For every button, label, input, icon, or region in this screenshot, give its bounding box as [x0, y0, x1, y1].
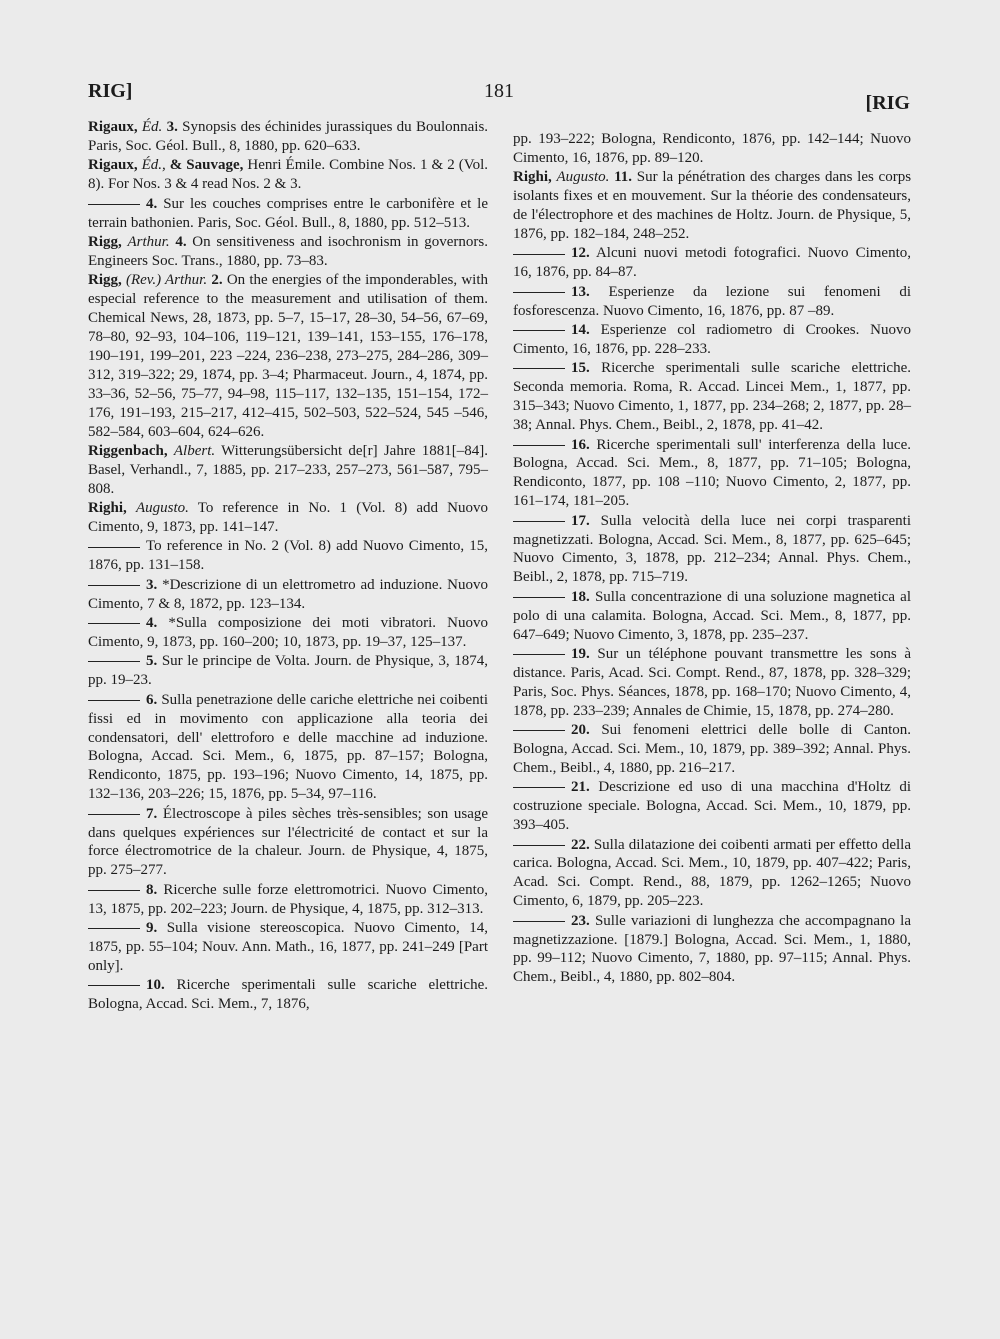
ditto-dash — [88, 890, 140, 891]
bibliography-entry — [513, 836, 911, 912]
bibliography-entry — [513, 359, 911, 435]
entry-num: 11. — [614, 169, 633, 186]
entry-text: Sulla visione stereoscopica. Nuovo Cimento, 14, 1875, pp. 55–104; Nouv. Ann. Math., 16, 1877, pp. 241–249 [Part only]. — [88, 920, 488, 974]
entry-text: Sulla penetrazione delle cariche elettriche nei coibenti fissi ed in movimento con applicazione alla teoria dei condensatori, dell' elettroforo e delle macchine ad induzione. Bologna, Accad. Sci. Mem., 6, 1875, pp. 87–157; Bologna, Rendiconto, 1875, pp. 193–196; Nuovo Cimento, 14, 1875, pp. 132–136, 203–226; 15, 1876, pp. 5–34, 97–116. — [88, 691, 488, 803]
ditto-dash — [88, 928, 140, 929]
ditto-dash — [88, 985, 140, 986]
entry-text: Sur les couches comprises entre le carbonifère et le terrain bathonien. Paris, Soc. Géol. Bull., 8, 1880, pp. 512–513. — [88, 195, 489, 231]
entry-text: Esperienze col radiometro di Crookes. Nuovo Cimento, 16, 1876, pp. 228–233. — [513, 322, 912, 357]
bibliography-entry — [88, 614, 488, 652]
entry-num: 18. — [571, 588, 590, 605]
bibliography-entry — [88, 805, 488, 881]
entry-author: Righi, — [513, 169, 552, 186]
bibliography-entry — [88, 499, 488, 537]
entry-text: To reference in No. 1 (Vol. 8) add Nuovo Cimento, 9, 1873, pp. 141–147. — [88, 500, 489, 536]
entry-text: Sulla concentrazione di una soluzione magnetica al polo di una calamita. Bologna, Accad. Sci. Mem., 8, 1877, pp. 647–649; Nuovo Cimento, 3, 1878, pp. 235–237. — [513, 588, 912, 643]
entry-given: Augusto. — [556, 169, 610, 186]
ditto-dash — [513, 521, 565, 522]
entry-given: (Rev.) Arthur. — [125, 272, 208, 289]
page-header — [88, 80, 910, 114]
entry-text: *Sulla composizione dei moti vibratori. Nuovo Cimento, 9, 1873, pp. 160–200; 10, 1873, pp. 19–37, 125–137. — [88, 615, 488, 650]
ditto-dash — [513, 654, 565, 655]
entry-num: 8. — [146, 881, 158, 898]
entry-num: 19. — [571, 645, 590, 662]
entry-text: Sur la pénétration des charges dans les corps isolants fixes et en mouvement. Sur la théorie des condensateurs, de l'électrophore et des machines de Holtz. Journ. de Physique, 5, 1876, pp. 182–184, 248–252. — [513, 169, 912, 243]
ditto-dash — [88, 623, 140, 624]
entry-text: Sui fenomeni elettrici delle bolle di Canton. Bologna, Accad. Sci. Mem., 10, 1879, pp. 389–392; Annal. Phys. Chem., Beibl., 4, 1880, pp. 216–217. — [513, 722, 911, 776]
entry-text: Ricerche sperimentali sull' interferenza della luce. Bologna, Accad. Sci. Mem., 8, 1877, pp. 71–105; Bologna, Rendiconto, 1877, pp. 108 –110; Nuovo Cimento, 2, 1877, pp. 161–174, 181–205. — [513, 436, 911, 510]
entry-text: Sulla velocità della luce nei corpi trasparenti magnetizzati. Bologna, Accad. Sci. Mem., 8, 1877, pp. 625–645; Nuovo Cimento, 3, 1878, pp. 212–234; Annal. Phys. Chem., Beibl., 2, 1878, pp. 715–719. — [513, 512, 911, 586]
entry-author: Rigaux, — [88, 157, 138, 174]
entry-text: Alcuni nuovi metodi fotografici. Nuovo Cimento, 16, 1876, pp. 84–87. — [513, 245, 911, 281]
bibliography-entry — [513, 283, 911, 321]
entry-text: Sulla dilatazione dei coibenti armati per effetto della carica. Bologna, Accad. Sci. Mem., 10, 1879, pp. 407–422; Paris, Acad. Sci. Compt. Rend., 88, 1879, pp. 1262–1265; Nuovo Cimento, 6, 1879, pp. 205–223. — [513, 836, 912, 910]
bibliography-entry — [513, 130, 911, 168]
bibliography-entry — [88, 442, 488, 499]
ditto-dash — [513, 921, 565, 922]
ditto-dash — [88, 661, 140, 662]
entry-num: 17. — [571, 512, 590, 529]
ditto-dash — [513, 845, 565, 846]
entry-text: pp. 193–222; Bologna, Rendiconto, 1876, pp. 142–144; Nuovo Cimento, 16, 1876, pp. 89–120. — [513, 131, 911, 166]
entry-text: Descrizione ed uso di una macchina d'Holtz di costruzione speciale. Bologna, Accad. Sci. Mem., 10, 1879, pp. 393–405. — [513, 779, 911, 834]
bibliography-entry — [513, 321, 911, 359]
entry-text: Sur un téléphone pouvant transmettre les sons à distance. Paris, Acad. Sci. Compt. Rend., 87, 1878, pp. 328–329; Paris, Soc. Phys. Séances, 1878, pp. 168–170; Nuovo Cimento, 4, 1878, pp. 233–239; Annales de Chimie, 15, 1878, pp. 274–280. — [513, 645, 912, 719]
entry-num: 3. — [166, 119, 178, 135]
ditto-dash — [513, 597, 565, 598]
entry-text: Ricerche sperimentali sulle scariche elettriche. Seconda memoria. Roma, R. Accad. Lincei Mem., 1, 1877, pp. 315–343; Nuovo Cimento, 1, 1877, pp. 234–268; 2, 1877, pp. 28–38; Annal. Phys. Chem., Beibl., 2, 1878, pp. 41–42. — [513, 360, 911, 434]
ditto-dash — [513, 787, 565, 788]
bibliography-entry — [88, 691, 488, 804]
entry-num: 20. — [571, 722, 590, 739]
bibliography-entry — [513, 588, 911, 645]
entry-author: Righi, — [88, 500, 127, 517]
entry-num: 4. — [146, 615, 158, 632]
entry-author: Rigg, — [88, 233, 122, 250]
bibliography-entry — [88, 233, 488, 271]
bibliography-entry — [513, 168, 911, 244]
bibliography-entry — [88, 537, 488, 575]
entry-num: 4. — [175, 233, 187, 250]
page-number: 181 — [484, 80, 514, 102]
bibliography-entry — [88, 118, 488, 156]
entry-text: Sulle variazioni di lunghezza che accompagnano la magnetizzazione. [1879.] Bologna, Accad. Sci. Mem., 1, 1880, pp. 99–112; Nuovo Cimento, 7, 1880, pp. 97–115; Annal. Phys. Chem., Beibl., 4, 1880, pp. 802–804. — [513, 912, 911, 986]
bibliography-entry — [88, 881, 488, 919]
ditto-dash — [88, 814, 140, 815]
ditto-dash — [513, 730, 565, 731]
ditto-dash — [88, 585, 140, 586]
bibliography-entry — [88, 271, 488, 441]
bibliography-entry — [513, 512, 911, 588]
entry-num: 15. — [571, 360, 590, 377]
ditto-dash — [513, 254, 565, 255]
entry-num: 7. — [146, 805, 158, 822]
entry-given: Augusto. — [135, 500, 189, 517]
bibliography-entry — [513, 645, 911, 721]
entry-text: Électroscope à piles sèches très-sensibles; son usage dans quelques expériences sur l'électricité de contact et sur la force électromotrice de la chaleur. Journ. de Physique, 4, 1875, pp. 275–277. — [88, 805, 489, 879]
entry-num: 9. — [146, 920, 158, 937]
ditto-dash — [513, 445, 565, 446]
bibliography-entry — [513, 778, 911, 835]
entry-num: 13. — [571, 283, 590, 300]
entry-text: Synopsis des échinides jurassiques du Boulonnais. Paris, Soc. Géol. Bull., 8, 1880, pp. 620–633. — [88, 119, 489, 154]
bibliography-entry — [88, 195, 488, 233]
entry-num: 23. — [571, 912, 590, 929]
entry-num: & Sauvage, — [169, 157, 244, 174]
entry-num: 22. — [571, 836, 590, 853]
entry-num: 14. — [571, 322, 590, 339]
entry-num: 12. — [571, 245, 590, 262]
entry-given: Arthur. — [127, 233, 170, 250]
entry-given: Éd. — [141, 119, 163, 135]
entry-text: On sensitiveness and isochronism in governors. Engineers Soc. Trans., 1880, pp. 73–83. — [88, 233, 488, 269]
entry-text: Esperienze da lezione sui fenomeni di fosforescenza. Nuovo Cimento, 16, 1876, pp. 87 –89. — [513, 283, 912, 319]
ditto-dash — [513, 368, 565, 369]
entry-text: *Descrizione di un elettrometro ad induzione. Nuovo Cimento, 7 & 8, 1872, pp. 123–134. — [88, 576, 488, 612]
ditto-dash — [513, 330, 565, 331]
bibliography-entry — [513, 436, 911, 512]
entry-given: Albert. — [173, 442, 216, 459]
bibliography-entry — [88, 156, 488, 194]
ditto-dash — [88, 204, 140, 205]
header-right: [RIG — [865, 92, 910, 114]
entry-text: To reference in No. 2 (Vol. 8) add Nuovo Cimento, 15, 1876, pp. 131–158. — [88, 538, 488, 574]
entry-num: 2. — [211, 272, 223, 289]
entry-author: Rigg, — [88, 272, 122, 289]
bibliography-entry — [88, 652, 488, 690]
header-left: RIG] — [88, 80, 133, 102]
ditto-dash — [88, 547, 140, 548]
entry-num: 4. — [146, 195, 158, 212]
bibliography-entry — [88, 919, 488, 976]
bibliography-entry — [513, 721, 911, 778]
ditto-dash — [513, 292, 565, 293]
entry-author: Rigaux, — [88, 119, 138, 135]
bibliography-entry — [88, 976, 488, 1014]
ditto-dash — [88, 700, 140, 701]
entry-text: Ricerche sperimentali sulle scariche elettriche. Bologna, Accad. Sci. Mem., 7, 1876, — [88, 977, 489, 1013]
entry-text: Ricerche sulle forze elettromotrici. Nuovo Cimento, 13, 1875, pp. 202–223; Journ. de Physique, 4, 1875, pp. 312–313. — [88, 881, 489, 917]
right-column — [513, 130, 911, 988]
entry-num: 3. — [146, 576, 158, 593]
entry-num: 10. — [146, 977, 165, 994]
left-column — [88, 118, 488, 1015]
entry-author: Riggenbach, — [88, 442, 168, 459]
entry-num: 21. — [571, 779, 590, 796]
entry-text: Witterungsübersicht de[r] Jahre 1881[–84]. Basel, Verhandl., 7, 1885, pp. 217–233, 257–273, 561–587, 795–808. — [88, 442, 488, 497]
entry-num: 5. — [146, 653, 158, 670]
entry-num: 6. — [146, 691, 158, 708]
bibliography-entry — [513, 912, 911, 988]
entry-given: Éd., — [141, 157, 166, 174]
bibliography-entry — [88, 576, 488, 614]
entry-text: On the energies of the imponderables, with especial reference to the measurement and utilisation of them. Chemical News, 28, 1873, pp. 5–7, 15–17, 28–30, 54–56, 67–69, 78–80, 92–93, 104–106, 119–121, 139–141, 153–155, 176–178, 190–191, 199–201, 223 –224, 236–238, 273–275, 284–286, 309–312, 319–322; 29, 1874, pp. 3–4; Pharmaceut. Journ., 4, 1874, pp. 33–36, 52–56, 75–77, 94–98, 115–117, 132–135, 151–154, 172–176, 191–193, 215–217, 412–415, 502–503, 522–524, 545 –546, 582–584, 603–604, 624–626. — [88, 272, 489, 440]
bibliography-entry — [513, 244, 911, 282]
entry-text: Sur le principe de Volta. Journ. de Physique, 3, 1874, pp. 19–23. — [88, 653, 488, 689]
entry-text: Henri Émile. Combine Nos. 1 & 2 (Vol. 8). For Nos. 3 & 4 read Nos. 2 & 3. — [88, 157, 489, 193]
entry-num: 16. — [571, 436, 590, 453]
